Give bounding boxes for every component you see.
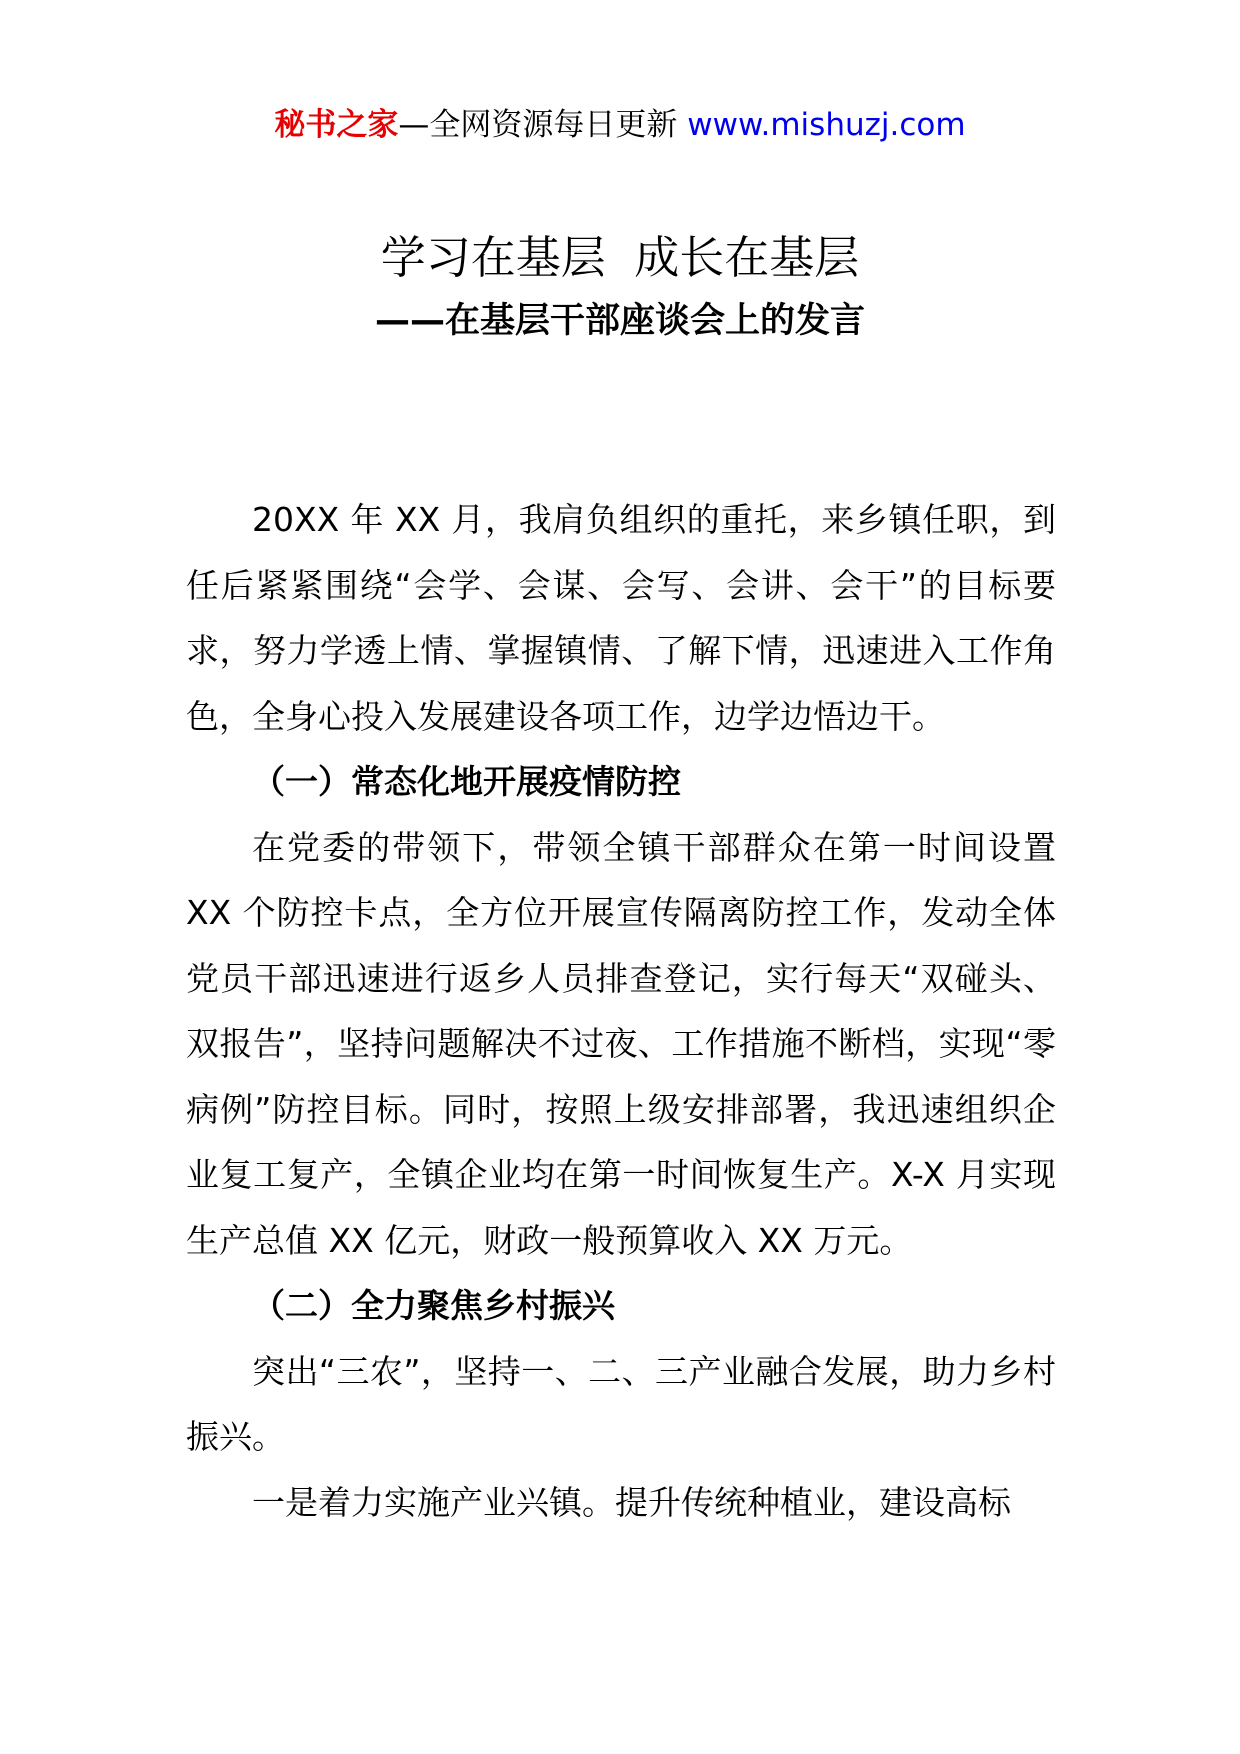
body-paragraph-epidemic: 在党委的带领下，带领全镇干部群众在第一时间设置 XX 个防控卡点，全方位开展宣传隔离防控工作，发动全体党员干部迅速进行返乡人员排查登记，实行每天“双碰头、双报告”，坚持问题解决不过夜、工作措施不断档，实现“零病例”防控目标。同时，按照上级安排部署，我迅速组织企业复工复产，全镇企业均在第一时间恢复生产。X-X 月实现生产总值 XX 亿元，财政一般预算收入 XX 万元。 (186, 827, 1056, 1260)
section-heading-1: （一）常态化地开展疫情防控 (252, 762, 681, 801)
section-heading-2: （二）全力聚焦乡村振兴 (252, 1286, 615, 1325)
body-paragraph-industry: 一是着力实施产业兴镇。提升传统种植业，建设高标 (252, 1482, 1011, 1522)
site-banner (0, 98, 1240, 152)
body-paragraph-rural: 突出“三农”，坚持一、二、三产业融合发展，助力乡村振兴。 (186, 1351, 1056, 1456)
document-body (186, 487, 1056, 1535)
body-paragraph-intro: 20XX 年 XX 月，我肩负组织的重托，来乡镇任职，到任后紧紧围绕“会学、会谋、会写、会讲、会干”的目标要求，努力学透上情、掌握镇情、了解下情，迅速进入工作角色，全身心投入发展建设各项工作，边学边悟边干。 (186, 500, 1056, 736)
site-url-link[interactable]: www.mishuzj.com (687, 107, 966, 143)
document-title: 学习在基层 成长在基层 (380, 231, 860, 284)
brand-name: 秘书之家 (274, 107, 399, 143)
document-subtitle: ——在基层干部座谈会上的发言 (374, 301, 865, 341)
banner-tagline: —全网资源每日更新 (398, 107, 678, 143)
